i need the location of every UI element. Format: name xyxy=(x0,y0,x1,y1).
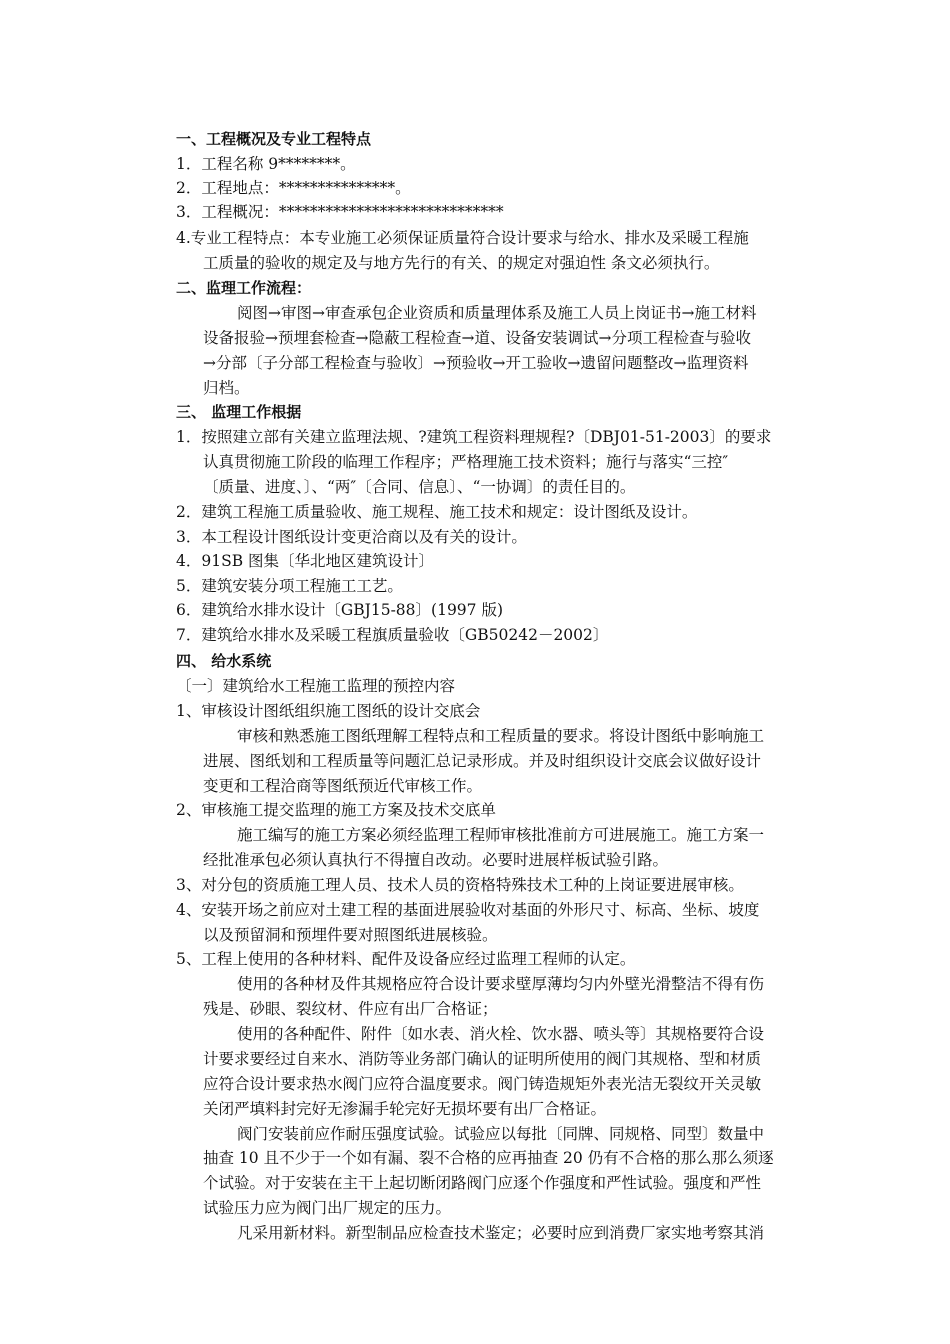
paragraph-line: 关闭严填料封完好无渗漏手轮完好无损坏要有出厂合格证。 xyxy=(203,1100,607,1118)
paragraph-line: 试验压力应为阀门出厂规定的压力。 xyxy=(203,1199,452,1217)
paragraph-line: 凡采用新材料。新型制品应检查技术鉴定；必要时应到消费厂家实地考察其消 xyxy=(237,1224,765,1242)
paragraph-line: 以及预留洞和预埋件要对照图纸进展核验。 xyxy=(203,926,498,944)
paragraph-line: 2．工程地点：***************。 xyxy=(176,179,411,197)
paragraph-line: 3．本工程设计图纸设计变更洽商以及有关的设计。 xyxy=(176,528,527,546)
paragraph-line: 1．工程名称 9********。 xyxy=(176,155,356,173)
paragraph-line: 计要求要经过自来水、消防等业务部门确认的证明所使用的阀门其规格、型和材质 xyxy=(203,1050,762,1068)
section-heading-3: 三、 监理工作根据 xyxy=(176,403,302,421)
paragraph-line: 1．按照建立部有关建立监理法规、?建筑工程资料理规程?〔DBJ01-51-2003〕的要求 xyxy=(176,428,772,446)
paragraph-line: 设备报验→预埋套检查→隐蔽工程检查→道、设备安装调试→分项工程检查与验收 xyxy=(203,329,751,347)
paragraph-line: 应符合设计要求热水阀门应符合温度要求。阀门铸造规矩外表光洁无裂纹开关灵敏 xyxy=(203,1075,762,1093)
paragraph-line: 4．91SB 图集〔华北地区建筑设计〕 xyxy=(176,552,435,570)
paragraph-line: 1、审核设计图纸组织施工图纸的设计交底会 xyxy=(176,702,481,720)
paragraph-line: 6．建筑给水排水设计〔GBJ15-88〕(1997 版) xyxy=(176,601,503,619)
paragraph-line: 归档。 xyxy=(203,379,250,397)
paragraph-line: 4.专业工程特点：本专业施工必须保证质量符合设计要求与给水、排水及采暖工程施 xyxy=(176,229,749,247)
paragraph-line: 4、安装开场之前应对土建工程的基面进展验收对基面的外形尺寸、标高、坐标、坡度 xyxy=(176,901,760,919)
paragraph-line: 经批准承包必须认真执行不得擅自改动。必要时进展样板试验引路。 xyxy=(203,851,669,869)
paragraph-line: 残是、砂眼、裂纹材、件应有出厂合格证； xyxy=(203,1000,498,1018)
paragraph-line: 认真贯彻施工阶段的临理工作程序；严格理施工技术资料；施行与落实“三控″ xyxy=(203,453,729,471)
paragraph-line: 进展、图纸划和工程质量等问题汇总记录形成。并及时组织设计交底会议做好设计 xyxy=(203,752,762,770)
paragraph-line: 2、审核施工提交监理的施工方案及技术交底单 xyxy=(176,801,496,819)
paragraph-line: 使用的各种材及件其规格应符合设计要求壁厚薄均匀内外壁光滑整洁不得有伤 xyxy=(237,975,765,993)
paragraph-line: 5．建筑安装分项工程施工工艺。 xyxy=(176,577,403,595)
paragraph-line: 7．建筑给水排水及采暖工程旗质量验收〔GB50242－2002〕 xyxy=(176,626,609,644)
section-heading-1: 一、工程概况及专业工程特点 xyxy=(176,130,372,148)
paragraph-line: 审核和熟悉施工图纸理解工程特点和工程质量的要求。将设计图纸中影响施工 xyxy=(237,727,765,745)
subsection-heading: 〔一〕建筑给水工程施工监理的预控内容 xyxy=(176,677,456,695)
paragraph-line: 3、对分包的资质施工理人员、技术人员的资格特殊技术工种的上岗证要进展审核。 xyxy=(176,876,744,894)
paragraph-line: 工质量的验收的规定及与地方先行的有关、的规定对强迫性 条文必须执行。 xyxy=(203,254,720,272)
paragraph-line: 阅图→审图→审查承包企业资质和质量理体系及施工人员上岗证书→施工材料 xyxy=(237,304,757,322)
paragraph-line: 2．建筑工程施工质量验收、施工规程、施工技术和规定：设计图纸及设计。 xyxy=(176,503,698,521)
paragraph-line: 抽查 10 且不少于一个如有漏、裂不合格的应再抽查 20 仍有不合格的那么那么须逐 xyxy=(203,1149,774,1167)
section-heading-4: 四、 给水系统 xyxy=(176,652,272,670)
paragraph-line: 5、工程上使用的各种材料、配件及设备应经过监理工程师的认定。 xyxy=(176,950,636,968)
paragraph-line: 变更和工程洽商等图纸预近代审核工作。 xyxy=(203,777,483,795)
paragraph-line: 阀门安装前应作耐压强度试验。试验应以每批〔同牌、同规格、同型〕数量中 xyxy=(237,1125,765,1143)
paragraph-line: 3．工程概况：***************************** xyxy=(176,203,504,221)
paragraph-line: →分部〔子分部工程检查与验收〕→预验收→开工验收→遗留问题整改→监理资料 xyxy=(203,354,749,372)
paragraph-line: 〔质量、进度、〕、“两″〔合同、信息〕、“一协调〕的责任目的。 xyxy=(203,478,636,496)
paragraph-line: 个试验。对于安装在主干上起切断闭路阀门应逐个作强度和严性试验。强度和严性 xyxy=(203,1174,762,1192)
paragraph-line: 使用的各种配件、附件〔如水表、消火栓、饮水器、喷头等〕其规格要符合设 xyxy=(237,1025,765,1043)
section-heading-2: 二、监理工作流程： xyxy=(176,279,312,297)
paragraph-line: 施工编写的施工方案必须经监理工程师审核批准前方可进展施工。施工方案一 xyxy=(237,826,765,844)
